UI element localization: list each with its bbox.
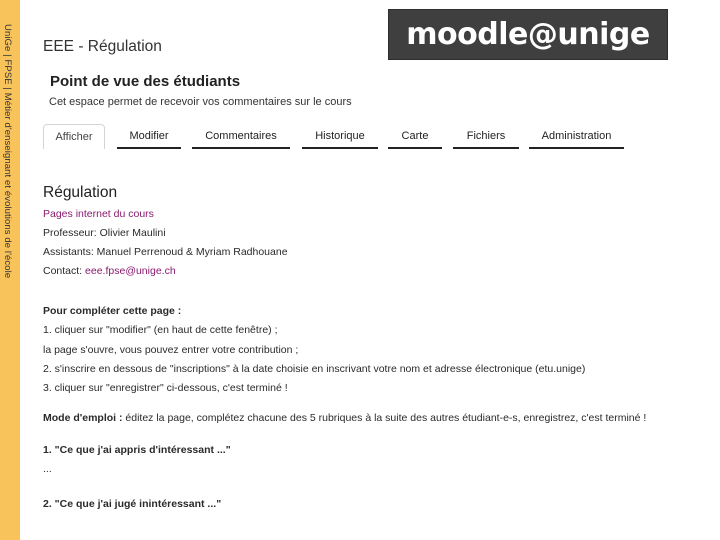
- step-line: 1. cliquer sur "modifier" (en haut de cette fenêtre) ;: [43, 324, 278, 336]
- rubric-body-1: ...: [43, 463, 52, 475]
- pages-link[interactable]: Pages internet du cours: [43, 208, 154, 220]
- section-description: Cet espace permet de recevoir vos commentaires sur le cours: [49, 96, 352, 108]
- tab-afficher[interactable]: Afficher: [43, 124, 105, 149]
- tab-historique[interactable]: Historique: [302, 124, 378, 149]
- tab-administration[interactable]: Administration: [529, 124, 624, 149]
- contact-email-link[interactable]: eee.fpse@unige.ch: [85, 265, 176, 277]
- step-line: 2. s'inscrire en dessous de "inscriptions" à la date choisie en inscrivant votre nom et adresse électronique (etu.unige): [43, 363, 586, 375]
- mode-label: Mode d'emploi :: [43, 412, 123, 424]
- content-title: Régulation: [43, 184, 118, 201]
- tab-fichiers[interactable]: Fichiers: [453, 124, 519, 149]
- contact-label: Contact:: [43, 265, 83, 277]
- instructions-heading: Pour compléter cette page :: [43, 305, 182, 317]
- tab-commentaires[interactable]: Commentaires: [192, 124, 290, 149]
- page-title: EEE - Régulation: [43, 38, 162, 55]
- step-line: 3. cliquer sur "enregistrer" ci-dessous, c'est terminé !: [43, 382, 288, 394]
- step-line: la page s'ouvre, vous pouvez entrer votre contribution ;: [43, 344, 299, 356]
- side-label: UniGe | FPSE | Métier d'enseignant et évolutions de l'école: [2, 24, 13, 279]
- rubric-heading-2: 2. "Ce que j'ai jugé inintéressant ...": [43, 498, 222, 510]
- contact-line: [43, 265, 176, 277]
- tab-carte[interactable]: Carte: [388, 124, 442, 149]
- mode-line: [43, 412, 646, 424]
- rubric-heading-1: 1. "Ce que j'ai appris d'intéressant ...": [43, 444, 231, 456]
- mode-text: éditez la page, complétez chacune des 5 rubriques à la suite des autres étudiant-e-s, enregistrez, c'est terminé !: [122, 412, 647, 424]
- moodle-logo: moodle@unige: [388, 9, 668, 60]
- professor-line: Professeur: Olivier Maulini: [43, 227, 166, 239]
- tab-modifier[interactable]: Modifier: [117, 124, 181, 149]
- section-heading: Point de vue des étudiants: [50, 73, 241, 90]
- assistants-line: Assistants: Manuel Perrenoud & Myriam Radhouane: [43, 246, 288, 258]
